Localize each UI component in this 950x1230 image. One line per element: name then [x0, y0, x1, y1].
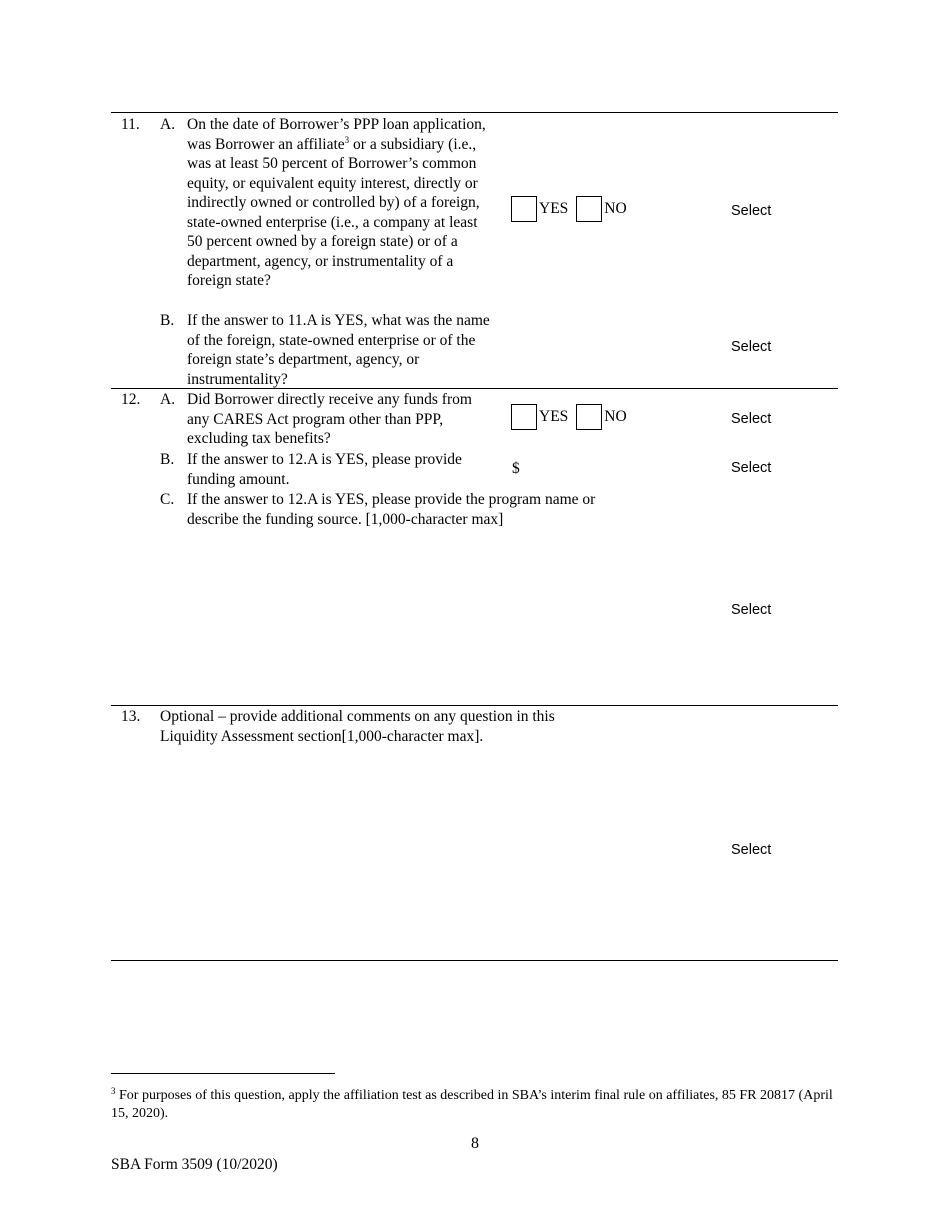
question-12b-currency: $ — [512, 460, 520, 477]
question-13-text: Optional – provide additional comments on any question in this Liquidity Assessment section[1,000-character max]. — [160, 708, 555, 745]
footnote-text: For purposes of this question, apply the affiliation test as described in SBA’s interim final rule on affiliates, 85 FR 20817 (April 15, 2020). — [111, 1088, 833, 1121]
question-11a-text-start: On the date of Borrower’s PPP loan application, was Borrower an affiliate — [187, 116, 486, 153]
divider-top — [111, 112, 838, 113]
question-11a-answer — [511, 196, 635, 222]
question-11a-yes-checkbox[interactable] — [511, 196, 537, 222]
divider-bottom — [111, 960, 838, 961]
question-12a-text: Did Borrower directly receive any funds from any CARES Act program other than PPP, excluding tax benefits? — [187, 391, 472, 447]
question-11a-letter: A. — [160, 116, 176, 133]
question-11b-select[interactable]: Select — [731, 339, 772, 355]
footnote — [111, 1082, 841, 1123]
question-12a-answer — [511, 404, 635, 430]
question-11b-text: If the answer to 11.A is YES, what was the name of the foreign, state-owned enterprise or of the foreign state’s department, agency, or instrumentality? — [187, 312, 490, 388]
question-12b-text: If the answer to 12.A is YES, please provide funding amount. — [187, 451, 462, 488]
question-12b-letter: B. — [160, 451, 175, 468]
question-12a-yes-label: YES — [539, 408, 569, 426]
footnote-ref: 3 — [344, 134, 350, 145]
question-11-number: 11. — [121, 116, 140, 133]
question-11a-no-checkbox[interactable] — [576, 196, 602, 222]
question-12c-select[interactable]: Select — [731, 602, 772, 618]
form-id: SBA Form 3509 (10/2020) — [111, 1156, 278, 1173]
divider-12 — [111, 388, 838, 389]
question-12a-no-label: NO — [604, 408, 627, 426]
footnote-marker: 3 — [111, 1086, 116, 1096]
question-13-select[interactable]: Select — [731, 842, 772, 858]
page-number: 8 — [471, 1135, 479, 1152]
question-11a-yes-label: YES — [539, 200, 569, 218]
divider-13 — [111, 705, 838, 706]
question-11a-no-label: NO — [604, 200, 627, 218]
question-12c-text: If the answer to 12.A is YES, please provide the program name or describe the funding source. [1,000-character max] — [187, 491, 596, 528]
footnote-rule — [111, 1073, 335, 1074]
question-12c-letter: C. — [160, 491, 175, 508]
question-11a-text — [187, 115, 492, 291]
question-12b-select[interactable]: Select — [731, 460, 772, 476]
question-12a-letter: A. — [160, 391, 176, 408]
question-12a-select[interactable]: Select — [731, 411, 772, 427]
question-11a-select[interactable]: Select — [731, 203, 772, 219]
question-11b-letter: B. — [160, 312, 175, 329]
question-11a-text-end: or a subsidiary (i.e., was at least 50 percent of Borrower’s common equity, or equivalent equity interest, directly or indirectly owned or controlled by) of a foreign, state-owned enterprise (i.e., a company at least 50 percent owned by a foreign state) or of a department, agency, or instrumentality of a foreign state? — [187, 135, 480, 289]
question-13-number: 13. — [121, 708, 141, 725]
question-12a-yes-checkbox[interactable] — [511, 404, 537, 430]
question-12a-no-checkbox[interactable] — [576, 404, 602, 430]
question-12-number: 12. — [121, 391, 141, 408]
